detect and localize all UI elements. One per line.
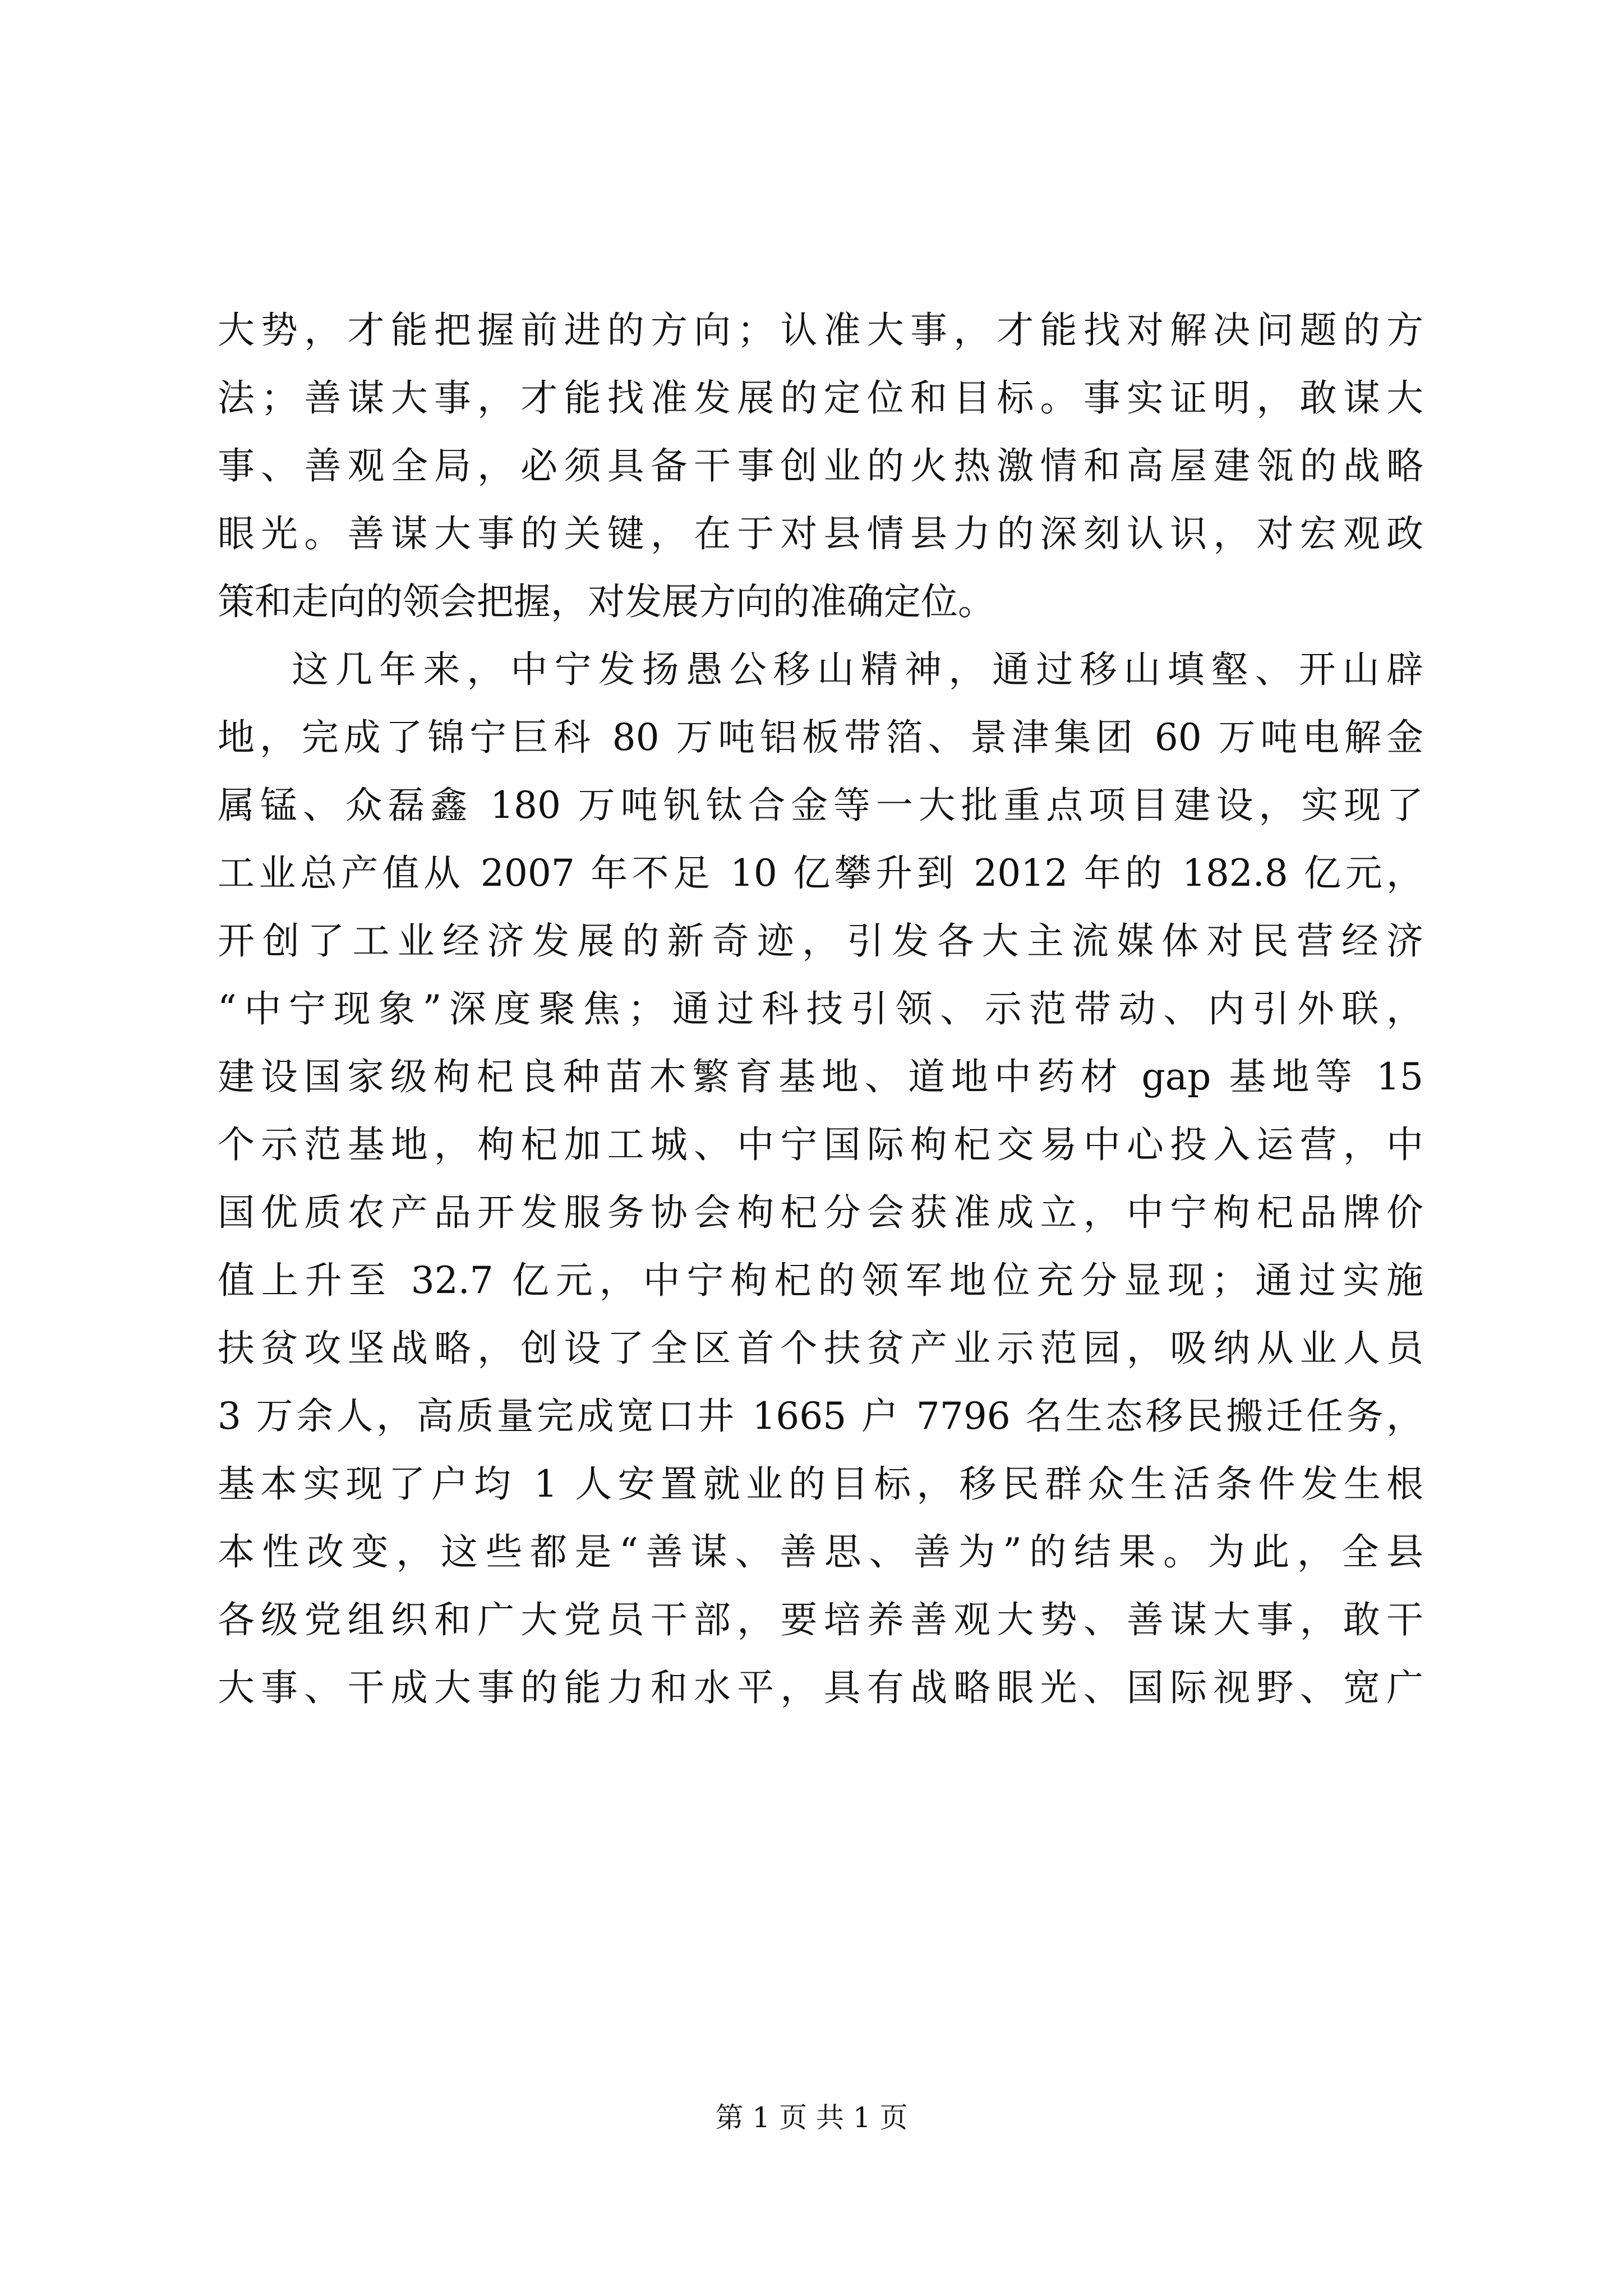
page-number: 第 1 页 共 1 页 (715, 2101, 908, 2134)
text-line: 属锰、众磊鑫 180 万吨钒钛合金等一大批重点项目建设，实现了 (218, 784, 1423, 827)
text-line: 扶贫攻坚战略，创设了全区首个扶贫产业示范园，吸纳从业人员 (218, 1327, 1423, 1370)
text-line: 个示范基地，枸杞加工城、中宁国际枸杞交易中心投入运营，中 (218, 1123, 1423, 1166)
text-line: 值上升至 32.7 亿元，中宁枸杞的领军地位充分显现；通过实施 (218, 1259, 1423, 1302)
text-line: 地，完成了锦宁巨科 80 万吨铝板带箔、景津集团 60 万吨电解金 (218, 716, 1423, 759)
text-line: 策和走向的领会把握，对发展方向的准确定位。 (218, 580, 995, 623)
text-line: 各级党组织和广大党员干部，要培养善观大势、善谋大事，敢干 (218, 1598, 1423, 1641)
text-line: “中宁现象”深度聚焦；通过科技引领、示范带动、内引外联， (218, 987, 1423, 1030)
text-line: 开创了工业经济发展的新奇迹，引发各大主流媒体对民营经济 (218, 919, 1423, 963)
text-line: 大事、干成大事的能力和水平，具有战略眼光、国际视野、宽广 (218, 1666, 1423, 1709)
body-text (218, 296, 1423, 1722)
text-line: 大势，才能把握前进的方向；认准大事，才能找对解决问题的方 (218, 309, 1423, 352)
text-line: 眼光。善谋大事的关键，在于对县情县力的深刻认识，对宏观政 (218, 512, 1423, 555)
paragraph-first-line: 这几年来，中宁发扬愚公移山精神，通过移山填壑、开山辟 (292, 648, 1423, 691)
text-line: 国优质农产品开发服务协会枸杞分会获准成立，中宁枸杞品牌价 (218, 1191, 1423, 1234)
text-line: 3 万余人，高质量完成宽口井 1665 户 7796 名生态移民搬迁任务， (218, 1395, 1423, 1438)
text-line: 基本实现了户均 1 人安置就业的目标，移民群众生活条件发生根 (218, 1462, 1423, 1506)
page-footer (0, 2101, 1623, 2134)
text-line: 事、善观全局，必须具备干事创业的火热激情和高屋建瓴的战略 (218, 444, 1423, 487)
text-line: 建设国家级枸杞良种苗木繁育基地、道地中药材 gap 基地等 15 (218, 1055, 1423, 1098)
text-line: 本性改变，这些都是“善谋、善思、善为”的结果。为此，全县 (218, 1530, 1423, 1573)
text-line: 法；善谋大事，才能找准发展的定位和目标。事实证明，敢谋大 (218, 376, 1423, 420)
text-line: 工业总产值从 2007 年不足 10 亿攀升到 2012 年的 182.8 亿元， (218, 852, 1423, 895)
